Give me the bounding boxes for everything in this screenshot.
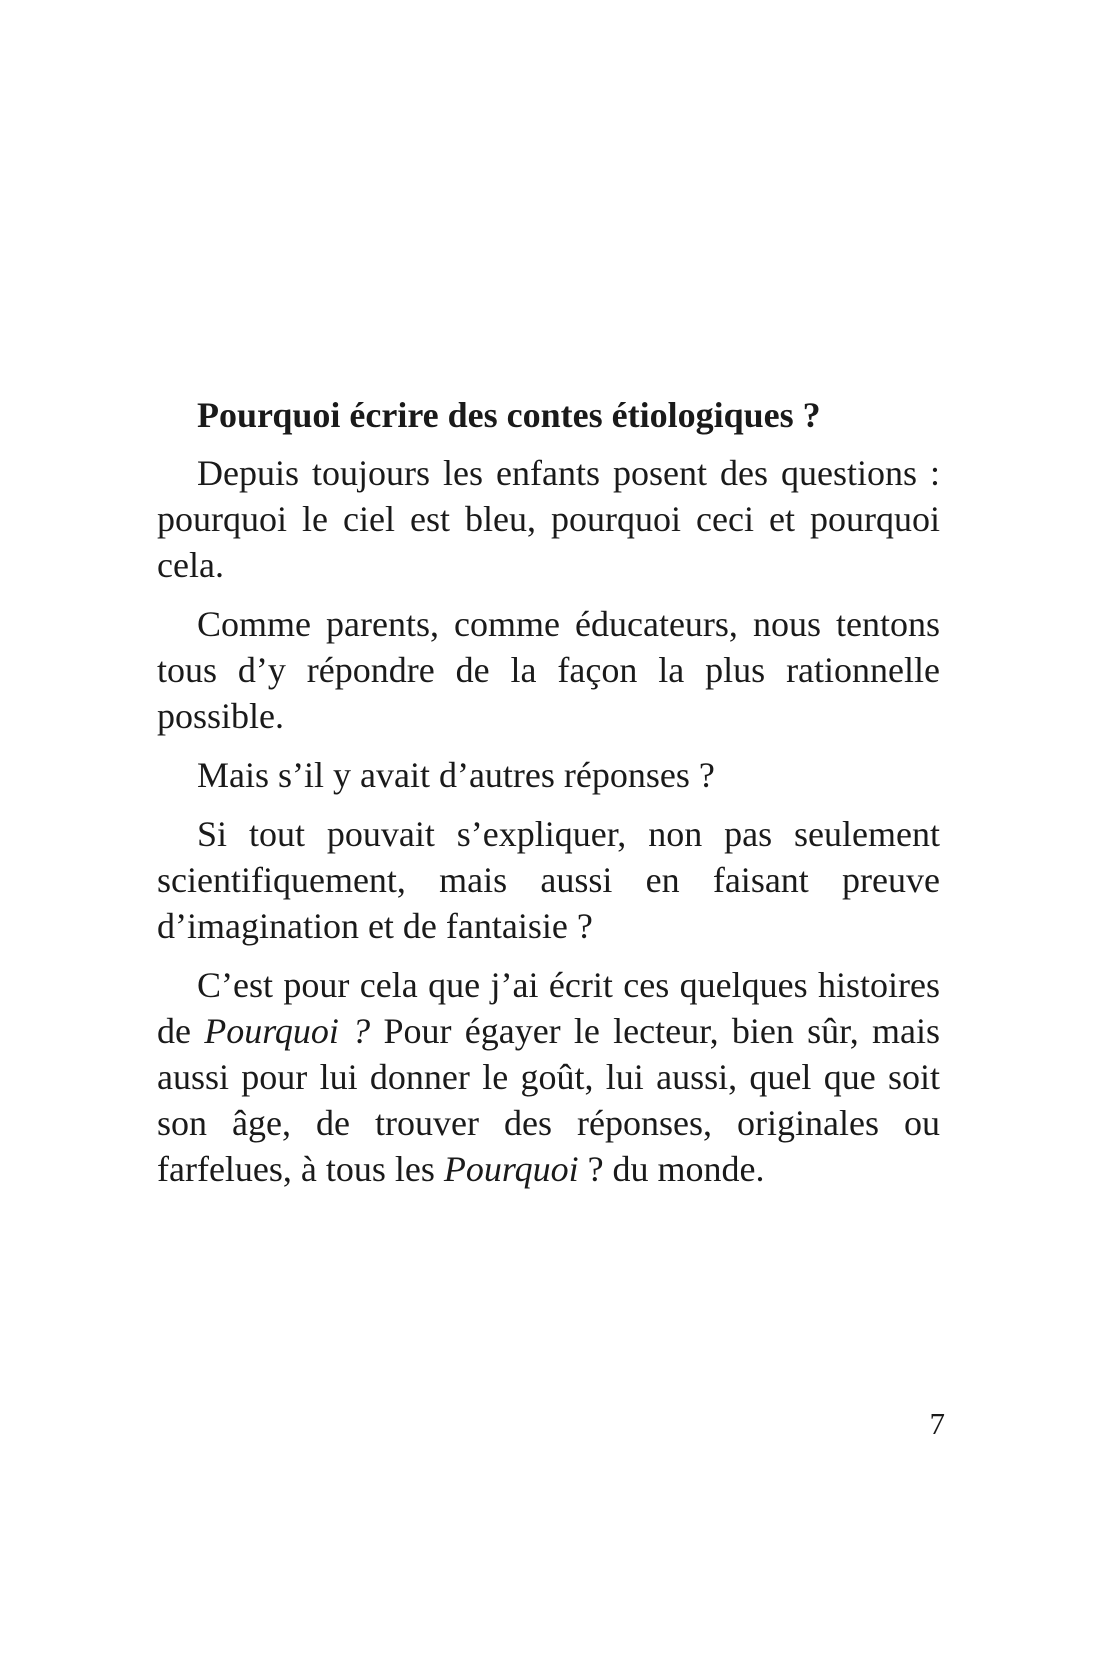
text-block (157, 392, 940, 1205)
paragraph-purpose-part2: Pour égayer le lecteur, bien sûr, mais aussi pour lui donner le goût, lui aussi, quel que soit son âge, de trouver des réponses, originales ou farfelues, à tous les (157, 1011, 940, 1189)
section-heading: Pourquoi écrire des contes étiologiques ? (197, 395, 821, 435)
paragraph-purpose-part1: C’est pour cela que j’ai écrit ces quelques histoires de (157, 965, 940, 1051)
paragraph-purpose-part3: ? du monde. (578, 1149, 765, 1189)
page-number: 7 (929, 1406, 945, 1441)
paragraph-purpose (157, 962, 940, 1192)
paragraph-other-answers: Mais s’il y avait d’autres réponses ? (197, 755, 715, 795)
paragraph-parents: Comme parents, comme éducateurs, nous tentons tous d’y répondre de la façon la plus rationnelle possible. (157, 604, 940, 736)
paragraph-purpose-italic2: Pourquoi (443, 1149, 579, 1189)
paragraph-purpose-italic1: Pourquoi ? (204, 1011, 371, 1051)
paragraph-imagination: Si tout pouvait s’expliquer, non pas seulement scientifiquement, mais aussi en faisant preuve d’imagination et de fantaisie ? (157, 814, 940, 946)
paragraph-questions: Depuis toujours les enfants posent des questions : pourquoi le ciel est bleu, pourquoi ceci et pourquoi cela. (157, 453, 940, 585)
